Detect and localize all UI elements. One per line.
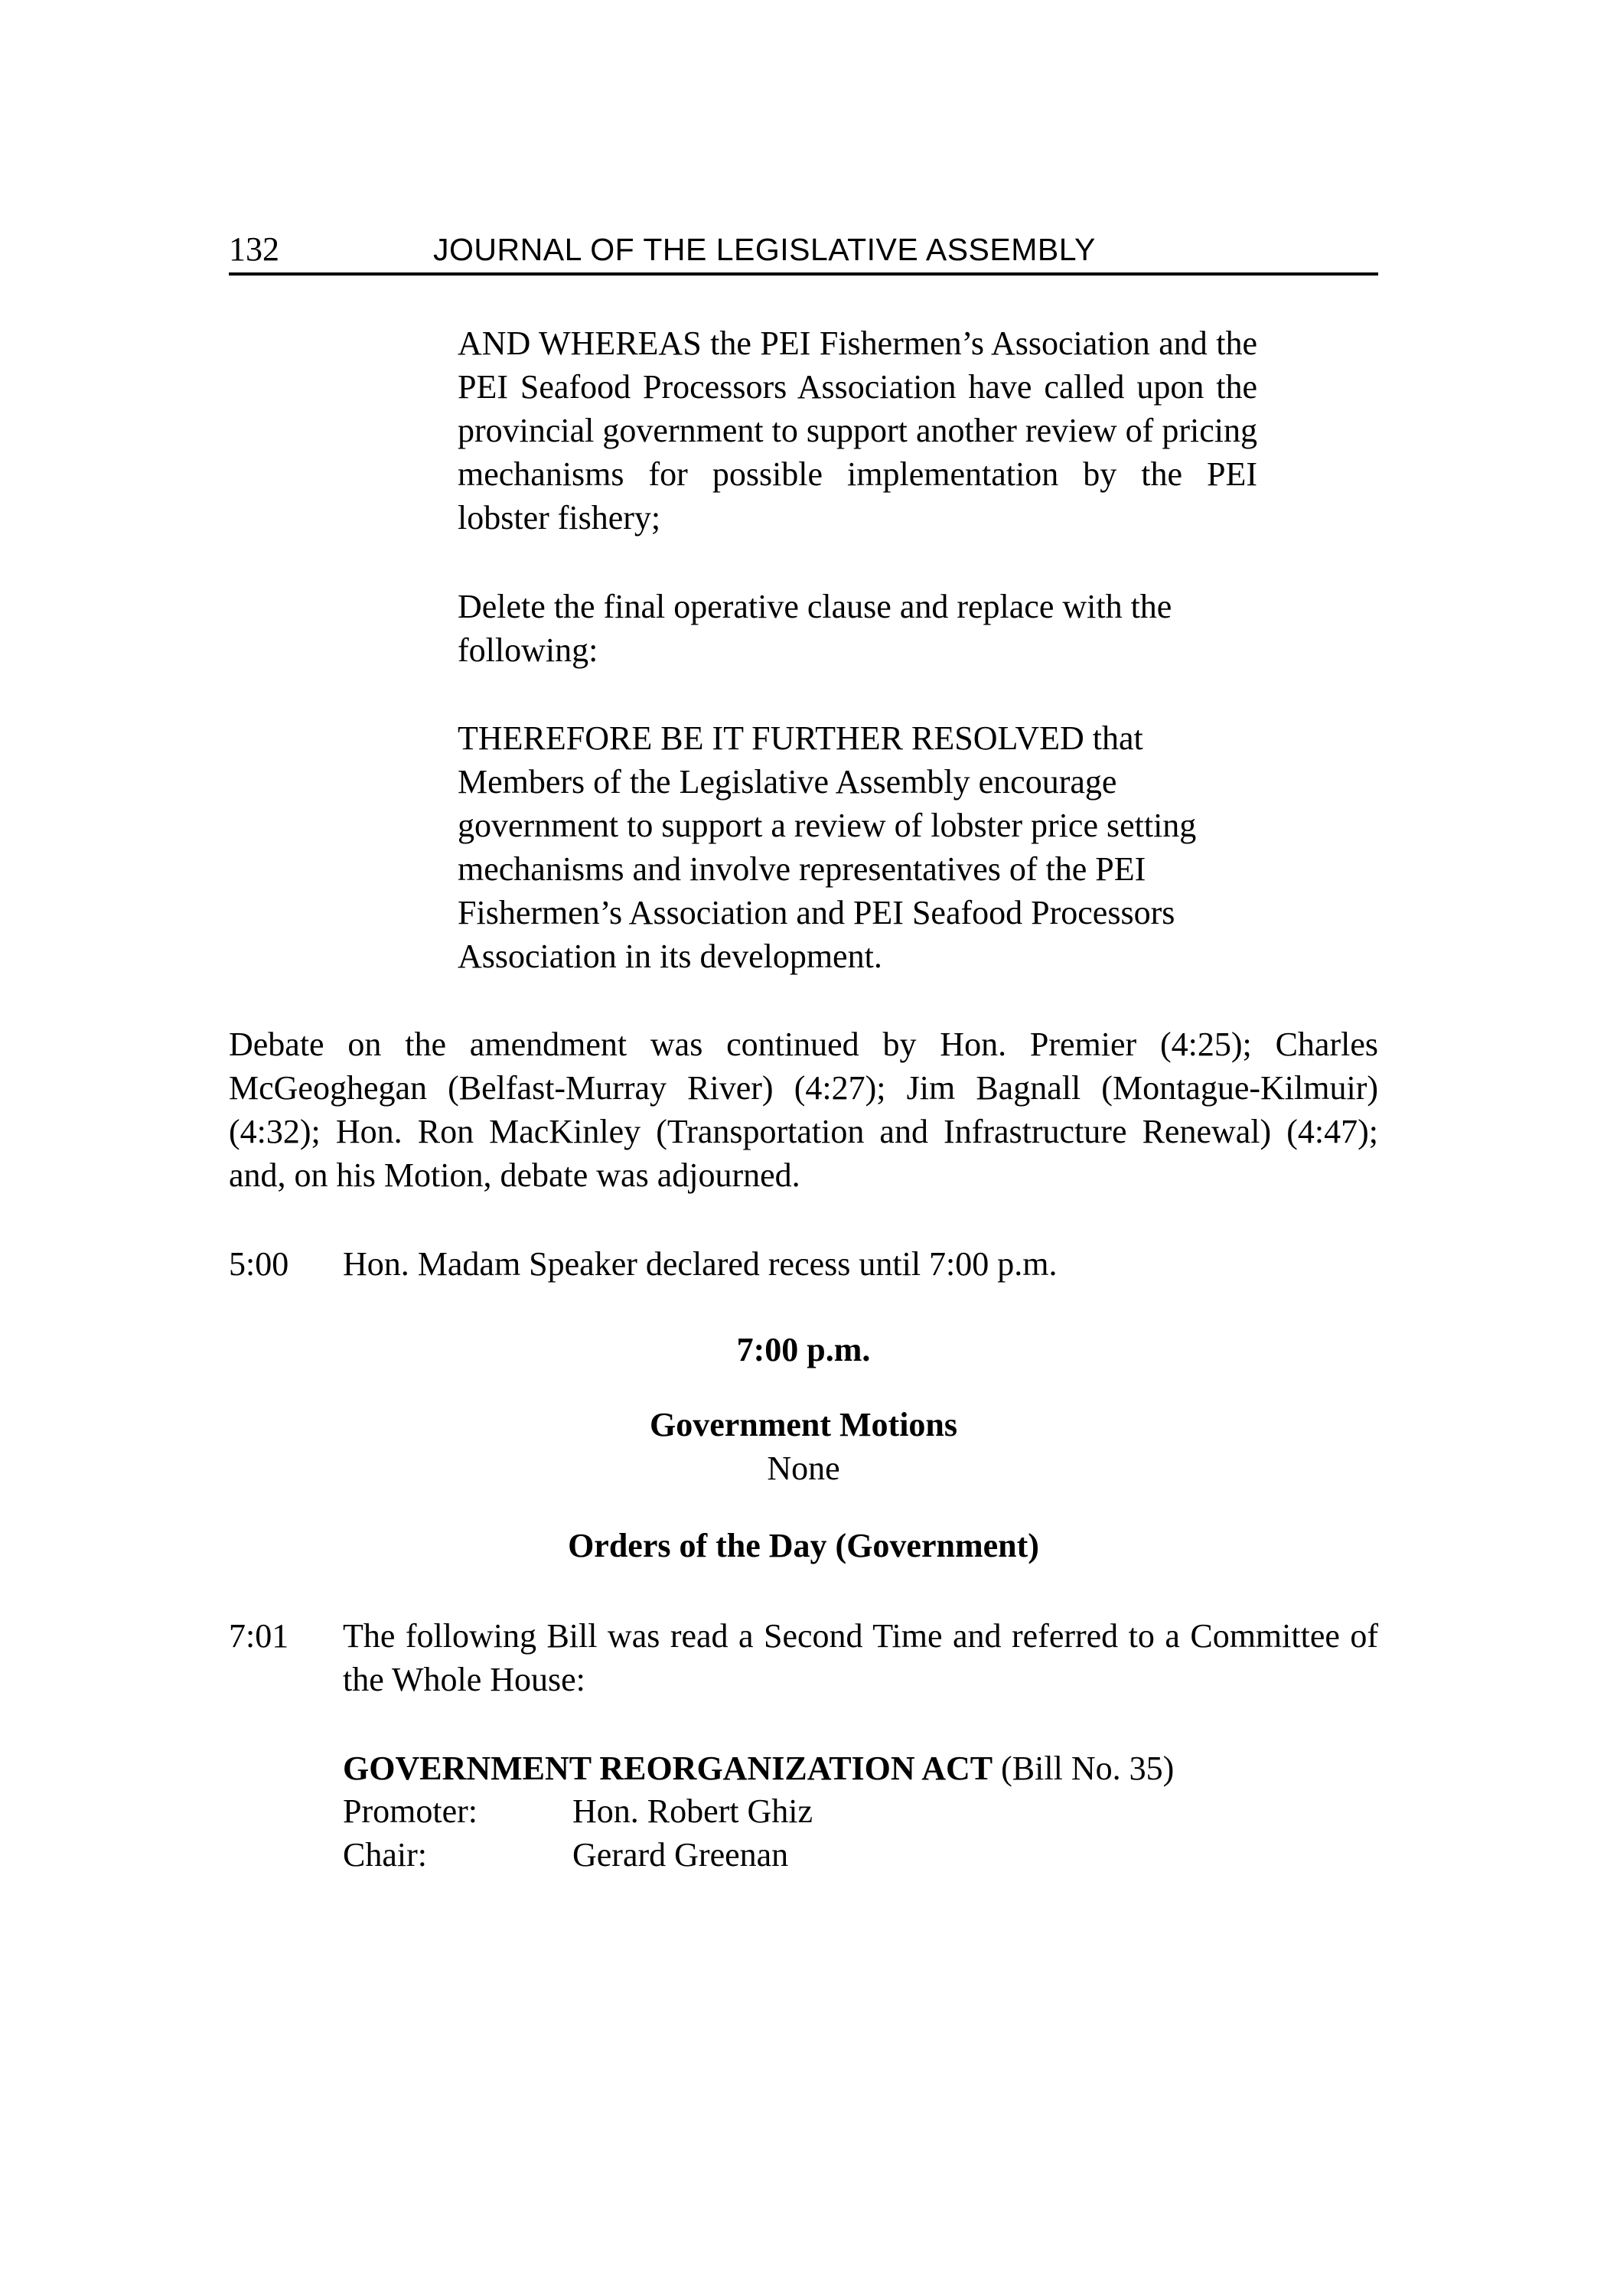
government-motions-value: None xyxy=(767,1450,840,1487)
recess-text: Hon. Madam Speaker declared recess until 7:00 p.m. xyxy=(343,1245,1058,1283)
chair-value: Gerard Greenan xyxy=(572,1836,789,1874)
page-number: 132 xyxy=(229,230,279,268)
bill-number: (Bill No. 35) xyxy=(1001,1750,1175,1787)
delete-clause: Delete the final operative clause and replace with the following: xyxy=(458,588,1172,669)
second-reading-time: 7:01 xyxy=(229,1617,289,1655)
evening-heading: 7:00 p.m. xyxy=(736,1331,871,1368)
promoter-label: Promoter: xyxy=(343,1792,478,1830)
bill-title-line xyxy=(343,1746,1378,1790)
header-rule xyxy=(229,272,1378,276)
chair-label: Chair: xyxy=(343,1836,427,1874)
journal-title: JOURNAL OF THE LEGISLATIVE ASSEMBLY xyxy=(433,232,1096,267)
debate-paragraph: Debate on the amendment was continued by Hon. Premier (4:25); Charles McGeoghegan (Belfast-Murray River) (4:27); Jim Bagnall (Montague-Kilmuir) (4:32); Hon. Ron MacKinley (Transportation and Infrastructure Renewal) (4:47); and, on his Motion, debate was adjourned. xyxy=(229,1026,1378,1194)
government-motions-heading: Government Motions xyxy=(649,1406,958,1443)
orders-heading: Orders of the Day (Government) xyxy=(568,1527,1039,1564)
second-reading-text: The following Bill was read a Second Time and referred to a Committee of the Whole House: xyxy=(343,1617,1378,1698)
resolved-clause: THEREFORE BE IT FURTHER RESOLVED that Members of the Legislative Assembly encourage government to support a review of lobster price setting mechanisms and involve representatives of the PEI Fishermen’s Association and PEI Seafood Processors Association in its development. xyxy=(458,719,1197,975)
whereas-clause: AND WHEREAS the PEI Fishermen’s Association and the PEI Seafood Processors Association have called upon the provincial government to support another review of pricing mechanisms for possible implementation by the PEI lobster fishery; xyxy=(458,325,1257,536)
promoter-value: Hon. Robert Ghiz xyxy=(572,1792,813,1830)
bill-name: GOVERNMENT REORGANIZATION ACT xyxy=(343,1750,993,1787)
recess-time: 5:00 xyxy=(229,1245,289,1283)
